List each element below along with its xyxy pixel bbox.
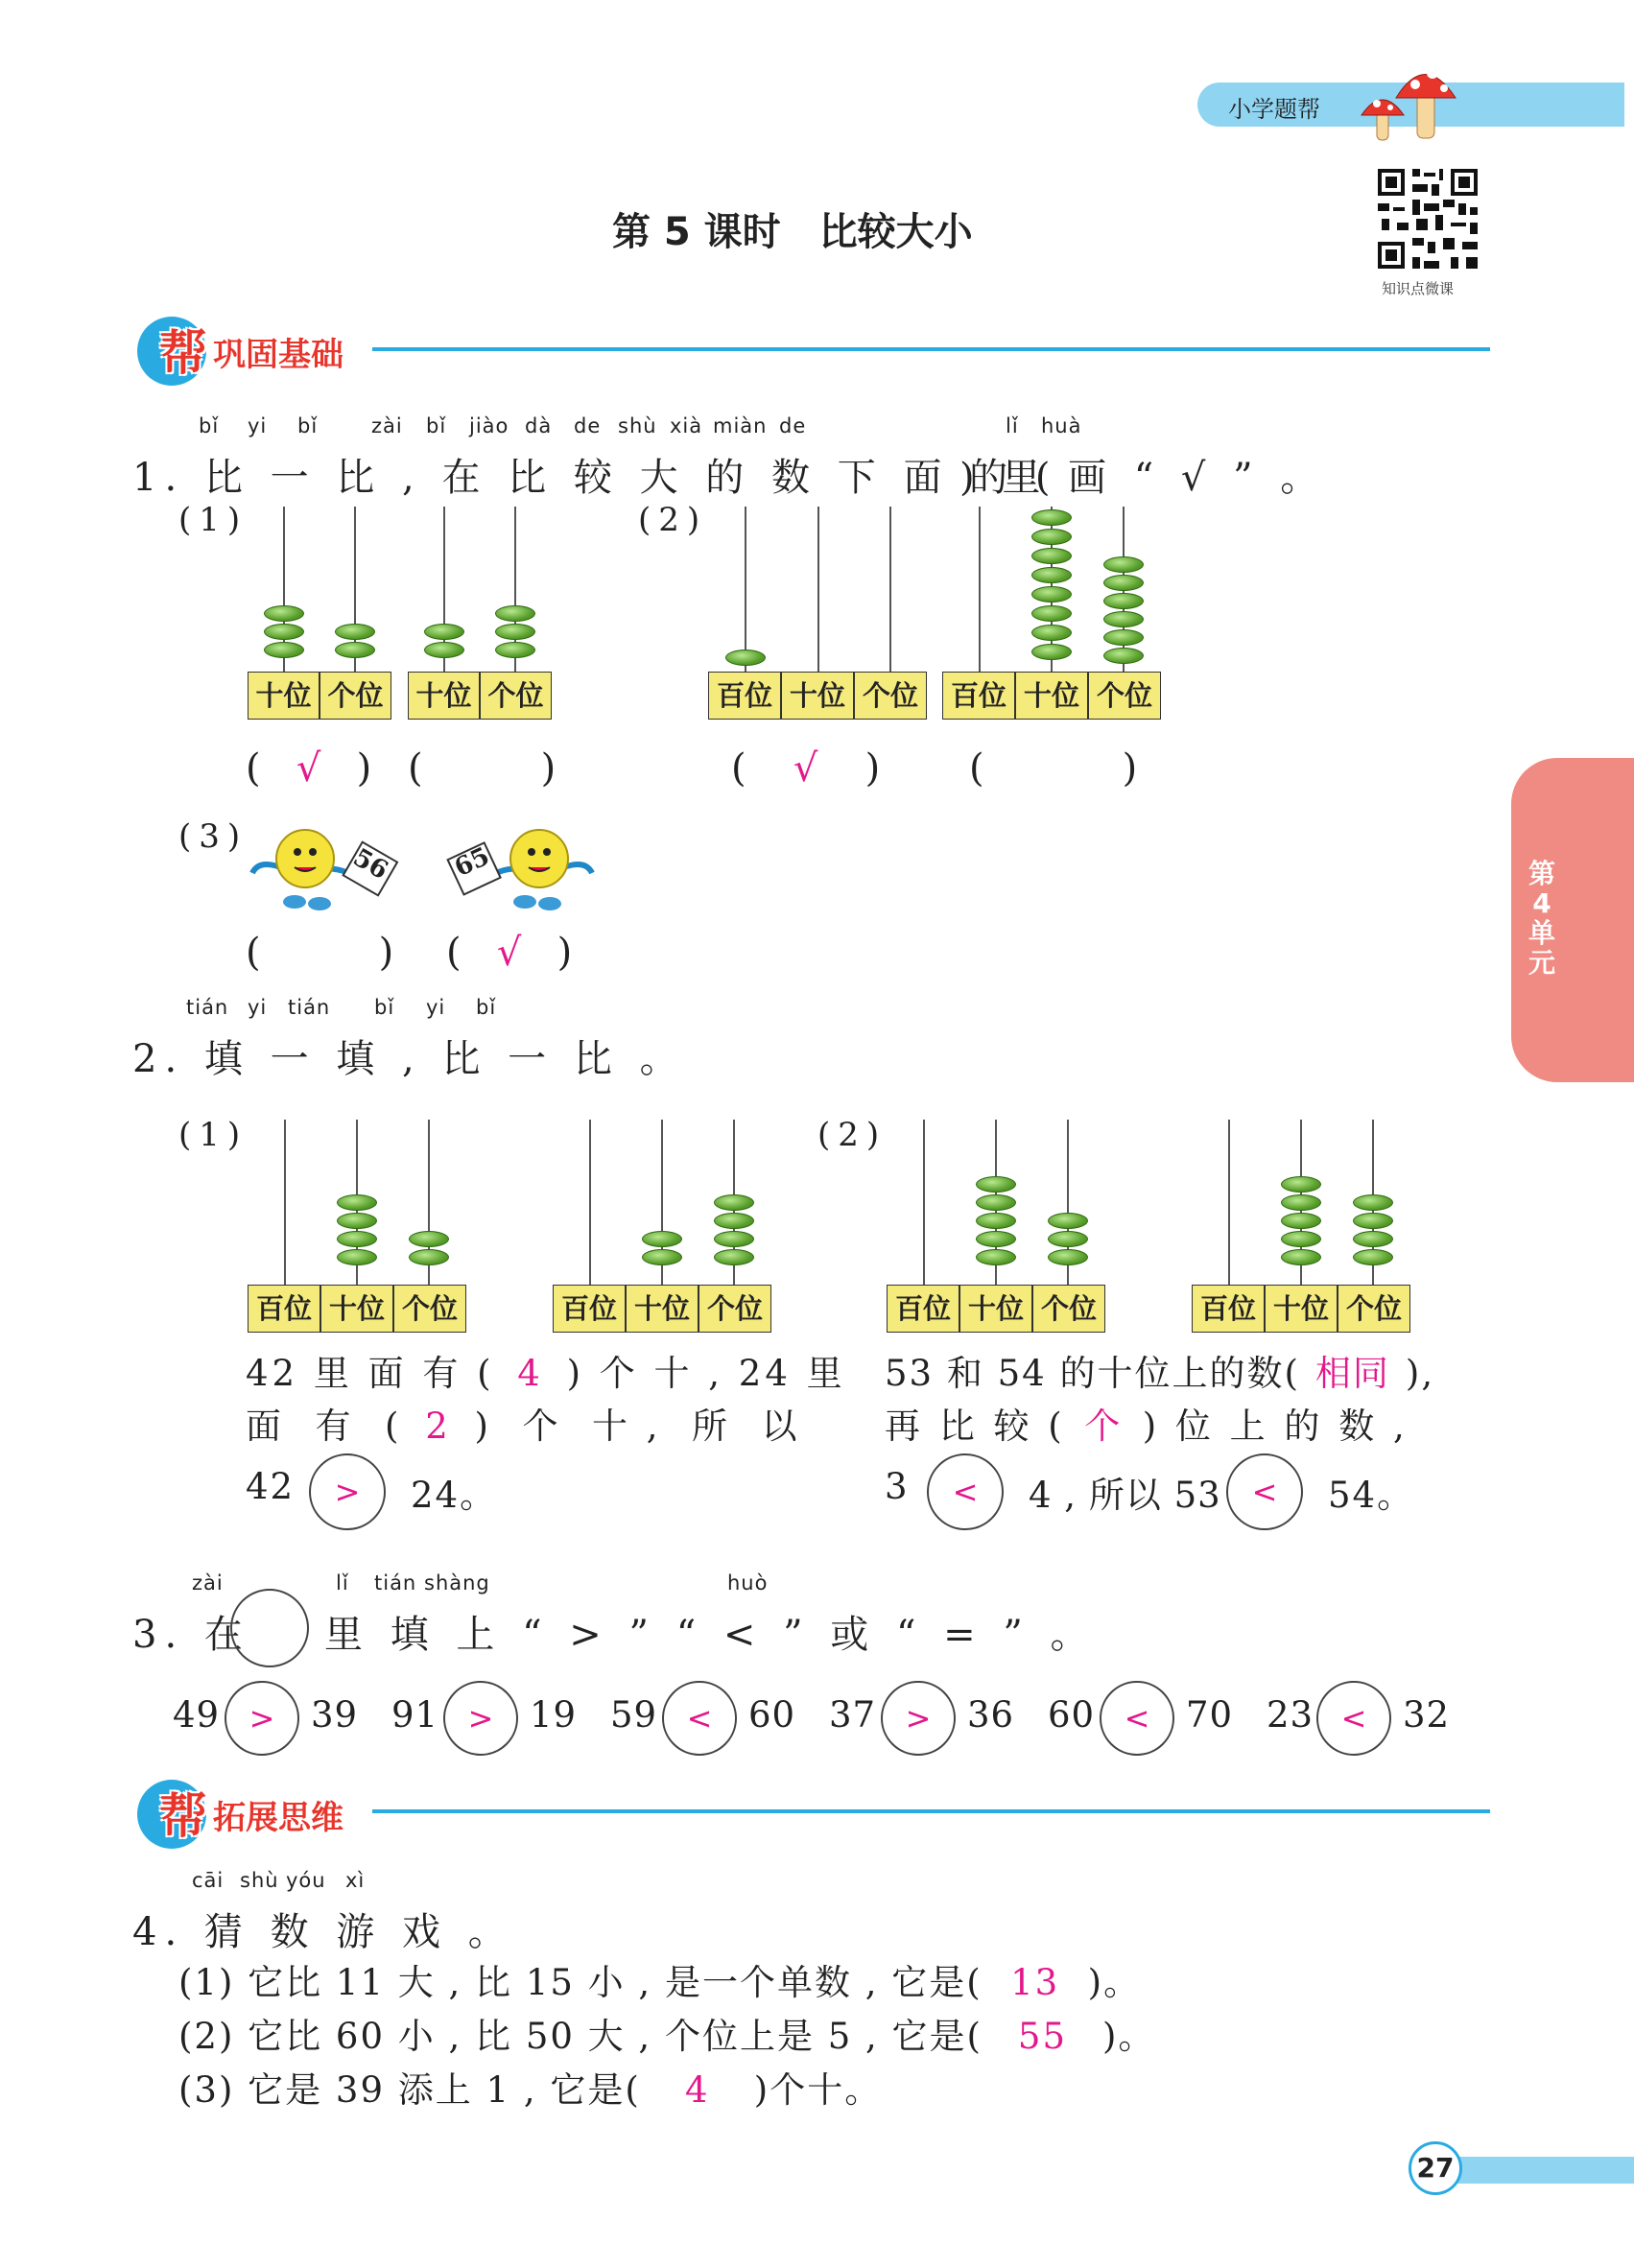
q2-1-compare-circle[interactable]: >	[309, 1453, 386, 1530]
q2-2-compare-circle-b[interactable]: <	[1226, 1453, 1303, 1530]
q2-1-line1: 42 里 面 有 ( 4 ) 个 十 , 24 里	[246, 1353, 846, 1394]
q3-circle-2[interactable]: >	[443, 1681, 518, 1756]
number-card-65: 65	[450, 841, 494, 884]
banner-badge: 帮	[159, 1788, 207, 1844]
q3-circle-3[interactable]: <	[662, 1681, 737, 1756]
q2-2-num-c: 54。	[1328, 1475, 1415, 1516]
q2-part1-label: (1)	[178, 1116, 249, 1154]
section-basic-banner	[134, 305, 384, 391]
q4-item-2: (2) 它比 60 小 , 比 50 大 , 个位上是 5 , 它是( 55 )。	[178, 2016, 1156, 2057]
q4-answer-3[interactable]: 4	[685, 2069, 710, 2111]
brand-name: 小学题帮	[1228, 96, 1320, 123]
page-title: 第 5 课时 比较大小	[612, 210, 973, 254]
page-number: 27	[1409, 2141, 1462, 2195]
q1-2-paren-b[interactable]: ( )	[969, 746, 1146, 791]
q3-prompt-a: 3. 在	[132, 1613, 250, 1657]
q1-1-paren-b[interactable]: ( )	[408, 746, 564, 791]
q1-prompt-b: ) 里 画 “ √ ” 。	[959, 456, 1327, 500]
qr-code-icon	[1374, 165, 1481, 272]
q1-part1-label: (1)	[178, 501, 249, 539]
q4-item-3: (3) 它是 39 添上 1 , 它是( 4 )个十。	[178, 2069, 883, 2111]
q2-1-line2: 面 有 ( 2 ) 个 十 , 所 以	[246, 1406, 801, 1447]
q2-2-answer-a[interactable]: 相同	[1314, 1353, 1390, 1394]
q2-part2-label: (2)	[817, 1116, 888, 1154]
section-basic-rule	[372, 347, 1490, 351]
banner-badge: 帮	[159, 325, 207, 381]
unit-label: 第4单元	[1527, 858, 1555, 979]
q3-circle-4[interactable]: >	[881, 1681, 956, 1756]
q3-circle-6[interactable]: <	[1316, 1681, 1391, 1756]
q2-2-num-b: 4 , 所以 53	[1029, 1475, 1221, 1516]
q1-prompt-a: 1. 比 一 比 , 在 比 较 大 的 数 下 面 的 (	[132, 456, 1058, 500]
q4-answer-2[interactable]: 55	[1017, 2016, 1068, 2057]
q1-3-paren-b[interactable]: ( √ )	[446, 931, 580, 975]
q2-1-answer-b[interactable]: 2	[425, 1406, 452, 1447]
q2-2-num-a: 3	[885, 1466, 915, 1507]
q3-prompt-b: 里 填 上 “ > ” “ < ” 或 “ = ” 。	[324, 1613, 1097, 1657]
q2-2-line1: 53 和 54 的十位上的数( 相同 ),	[885, 1344, 1434, 1396]
mushroom-icon	[1348, 56, 1463, 147]
q4-prompt: 4. 猜 数 游 戏 。	[132, 1910, 514, 1954]
q3-circle-1[interactable]: >	[225, 1681, 299, 1756]
q2-prompt: 2. 填 一 填 , 比 一 比 。	[132, 1037, 686, 1081]
section-extend-rule	[372, 1809, 1490, 1813]
q2-1-answer-a[interactable]: 4	[517, 1353, 544, 1394]
section-extend-banner	[134, 1768, 384, 1855]
q4-answer-1[interactable]: 13	[1010, 1962, 1060, 2003]
qr-caption: 知识点微课	[1382, 280, 1455, 297]
q3-empty-circle	[230, 1589, 309, 1667]
q2-2-line2: 再 比 较 ( 个 ) 位 上 的 数 ,	[885, 1397, 1409, 1449]
q2-1-num-b: 24。	[411, 1475, 498, 1516]
number-card-56: 56	[347, 842, 393, 886]
q2-2-answer-b[interactable]: 个	[1084, 1406, 1125, 1447]
q1-1-paren-a[interactable]: ( √ )	[246, 746, 380, 791]
q1-part3-label: (3)	[178, 817, 249, 856]
q2-1-num-a: 42	[246, 1466, 296, 1507]
section-basic-title: 巩固基础	[213, 336, 343, 374]
q2-2-compare-circle-a[interactable]: <	[927, 1453, 1004, 1530]
section-extend-title: 拓展思维	[213, 1799, 343, 1837]
q3-circle-5[interactable]: <	[1100, 1681, 1174, 1756]
q4-item-1: (1) 它比 11 大 , 比 15 小 , 是一个单数 , 它是( 13 )。	[178, 1962, 1142, 2003]
q1-2-paren-a[interactable]: ( √ )	[731, 746, 888, 791]
q1-part2-label: (2)	[638, 501, 708, 539]
q1-3-paren-a[interactable]: ( )	[246, 931, 402, 975]
